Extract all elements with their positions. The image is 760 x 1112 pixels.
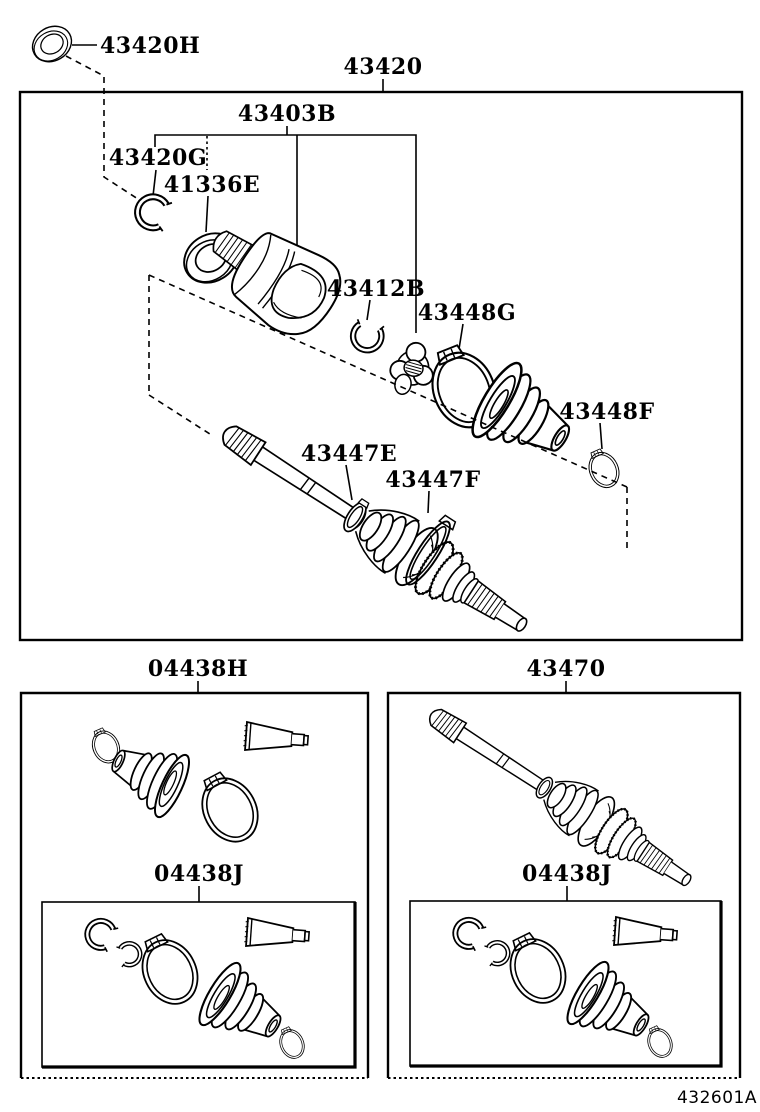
leader-line [600,423,602,449]
label-shaft-assembly-right[interactable]: 43470 [526,656,606,682]
label-boot-kit-front[interactable]: 04438H [147,656,249,682]
oil-seal-outer-part [26,19,97,68]
label-oil-seal-inner[interactable]: 41336E [163,172,261,198]
label-oil-seal-outer[interactable]: 43420H [100,33,201,59]
label-boot-kit-sub-left[interactable]: 04438J [154,861,244,887]
boot-kit-sub-left-contents [83,916,310,1062]
label-joint-snap-ring[interactable]: 43412B [326,276,426,302]
label-boot-kit-sub-right[interactable]: 04438J [522,861,612,887]
leader-line [206,196,208,232]
dashed-guide-seal [66,56,141,201]
label-inboard-joint-assembly[interactable]: 43403B [237,101,337,127]
label-snap-ring-inner[interactable]: 43420G [108,145,208,171]
label-outboard-clamp-small[interactable]: 43447E [300,441,398,467]
boot-kit-sub-right-contents [451,915,678,1061]
joint-snap-ring-part [350,319,385,353]
tripod-spider-part [386,339,439,400]
dashed-guide-parallelogram [149,275,627,548]
label-inboard-clamp-small[interactable]: 43448F [559,399,655,425]
leader-line [367,300,370,320]
figure-code: 432601A [676,1088,757,1108]
inboard-clamp-small-part [582,445,624,492]
snap-ring-inner-part [133,193,172,232]
leader-line [428,491,429,513]
leader-line [459,324,463,349]
label-inboard-clamp-large[interactable]: 43448G [417,300,517,326]
leader-line [346,465,352,500]
label-outboard-clamp-large[interactable]: 43447F [385,467,481,493]
boot-kit-front-contents [86,722,308,851]
label-drive-shaft-assembly[interactable]: 43420 [343,54,423,80]
leader-line [153,170,156,196]
